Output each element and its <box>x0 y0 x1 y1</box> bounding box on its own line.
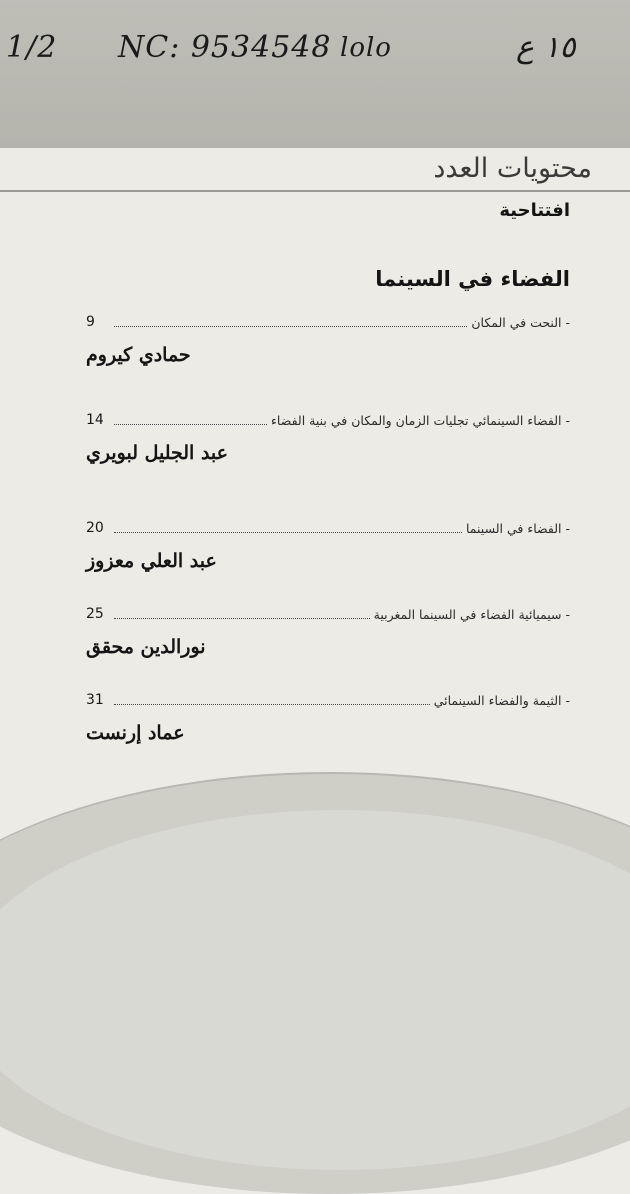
entry-page-number: 9 <box>86 314 95 330</box>
editorial-heading: افتتاحية <box>499 200 570 221</box>
decorative-arc-inner <box>0 810 630 1170</box>
handwritten-call-number: NC: 9534548 <box>118 30 332 65</box>
entry-page-number: 25 <box>86 606 104 622</box>
dot-leader <box>114 325 467 327</box>
entry-author: نورالدين محقق <box>86 636 206 658</box>
entry-title: الثيمة والفضاء السينمائي <box>433 693 562 708</box>
entry-page-number: 20 <box>86 520 104 536</box>
top-band <box>0 0 630 148</box>
entry-author: عبد العلي معزوز <box>86 550 217 572</box>
entry-author: عبد الجليل لبويري <box>86 442 228 464</box>
toc-entry[interactable] <box>86 604 570 658</box>
toc-entry[interactable] <box>86 410 570 464</box>
entry-dash: - <box>565 521 570 536</box>
entry-page-number: 31 <box>86 692 104 708</box>
entry-page-number: 14 <box>86 412 104 428</box>
dot-leader <box>114 703 430 705</box>
header-divider <box>0 190 630 192</box>
toc-entry[interactable] <box>86 518 570 572</box>
entry-title: النحت في المكان <box>471 315 562 330</box>
dot-leader <box>114 531 462 533</box>
handwritten-initials: lolo <box>340 33 392 63</box>
entry-dash: - <box>565 693 570 708</box>
entry-dash: - <box>565 607 570 622</box>
entry-dash: - <box>565 315 570 330</box>
dot-leader <box>114 617 370 619</box>
entry-title: سيميائية الفضاء في السينما المغربية <box>373 607 562 622</box>
entry-title: الفضاء في السينما <box>466 521 562 536</box>
entry-dash: - <box>565 413 570 428</box>
theme-heading: الفضاء في السينما <box>375 267 570 291</box>
toc-entry[interactable] <box>86 312 570 366</box>
dot-leader <box>114 423 267 425</box>
handwritten-issue-number: ١٥ ع <box>516 30 576 65</box>
contents-header: محتويات العدد <box>433 153 592 184</box>
entry-author: عماد إرنست <box>86 722 185 744</box>
entry-title: الفضاء السينمائي تجليات الزمان والمكان في بنية الفضاء <box>271 413 562 428</box>
toc-entry[interactable] <box>86 690 570 744</box>
handwritten-fraction: 1/2 <box>6 30 58 65</box>
entry-author: حمادي كيروم <box>86 344 191 366</box>
